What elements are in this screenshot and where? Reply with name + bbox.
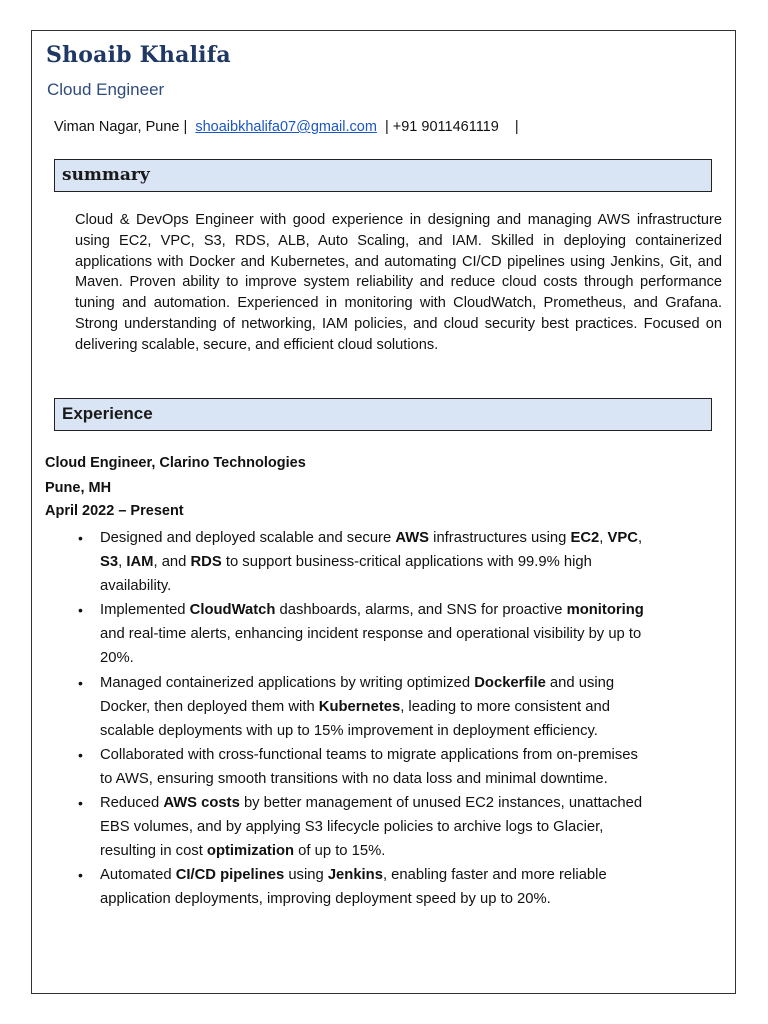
experience-section-header (54, 398, 712, 431)
bullet-text: dashboards, alarms, and SNS for proactive (275, 602, 567, 619)
bullet-keyword: IAM (126, 554, 154, 571)
bullet-icon: • (78, 867, 83, 884)
bullet-keyword: CloudWatch (189, 602, 276, 619)
bullet-keyword: AWS costs (163, 795, 240, 812)
bullet-text: and real-time alerts, enhancing incident response and operational visibility by up to 20%. (100, 626, 642, 667)
job-location: Pune, MH (45, 480, 112, 496)
bullet-keyword: VPC (607, 530, 638, 546)
bullet-text: , (118, 554, 127, 571)
bullet-keyword: AWS (395, 530, 430, 546)
bullet-keyword: RDS (190, 554, 222, 571)
bullet-text: , (637, 530, 643, 546)
summary-heading: summary (62, 165, 150, 185)
job-title: Cloud Engineer (47, 80, 165, 99)
bullet-keyword: Dockerfile (474, 674, 546, 691)
bullet-text: , leading to more consistent and scalable deployments with up to 15% improvement in deployment efficiency. (100, 698, 610, 739)
bullet-icon: • (78, 602, 83, 619)
bullet-text: to support business-critical applications with 99.9% high availability. (100, 554, 592, 595)
email-link[interactable]: shoaibkhalifa07@gmail.com (195, 119, 377, 135)
contact-line: Viman Nagar, Pune | shoaibkhalifa07@gmail.com | +91 9011461119 | (54, 119, 519, 135)
bullet-text: Automated (100, 867, 176, 884)
phone: +91 9011461119 (392, 119, 499, 135)
bullet-text: Collaborated with cross-functional teams to migrate applications from on-premises to AWS, ensuring smooth transitions with no data loss and minimal downtime. (100, 746, 638, 787)
bullet-text: and using Docker, then deployed them with (100, 674, 615, 715)
bullet-text: Designed and deployed scalable and secure (100, 530, 396, 546)
bullet-icon: • (78, 795, 83, 812)
job-dates: April 2022 – Present (45, 503, 184, 519)
location: Viman Nagar, Pune (54, 119, 180, 135)
bullet-keyword: CI/CD pipelines (175, 867, 285, 884)
bullet-text: , enabling faster and more reliable application deployments, improving deployment speed by up to 20%. (100, 867, 607, 908)
bullet-keyword: monitoring (566, 602, 644, 619)
bullet-text: of up to 15%. (294, 843, 386, 860)
experience-heading: Experience (62, 404, 153, 423)
bullet-keyword: optimization (206, 843, 295, 860)
experience-bullet (78, 598, 645, 670)
experience-bullet (78, 791, 645, 863)
bullet-text: Reduced (100, 795, 164, 812)
experience-bullet (78, 863, 645, 911)
bullet-text: infrastructures using (429, 530, 571, 546)
bullet-text: , (599, 530, 608, 546)
bullet-icon: • (78, 746, 83, 763)
summary-paragraph: Cloud & DevOps Engineer with good experience in designing and managing AWS infrastructure using EC2, VPC, S3, RDS, ALB, Auto Scaling, and IAM. Skilled in deploying containerized applications with Docker and Kubernetes, and automating CI/CD pipelines using Jenkins, Git, and Maven. Proven ability to improve system reliability and reduce cloud costs through performance tuning and automation. Experienced in monitoring with CloudWatch, Prometheus, and Grafana. Strong understanding of networking, IAM policies, and cloud security best practices. Focused on delivering scalable, secure, and efficient cloud solutions. (75, 212, 722, 353)
experience-bullet (78, 526, 645, 598)
bullet-keyword: S3 (100, 554, 119, 571)
bullet-text: Implemented (100, 602, 190, 619)
experience-bullet-list (78, 526, 645, 912)
bullet-icon: • (78, 530, 83, 546)
bullet-text: by better management of unused EC2 instances, unattached EBS volumes, and by applying S3 lifecycle policies to archive logs to Glacier, resulting in cost (100, 795, 643, 860)
experience-bullet (78, 671, 645, 743)
job-role-company: Cloud Engineer, Clarino Technologies (45, 455, 306, 471)
bullet-icon: • (78, 674, 83, 691)
bullet-text: using (284, 867, 328, 884)
experience-bullet (78, 743, 645, 791)
bullet-keyword: EC2 (570, 530, 600, 546)
bullet-keyword: Jenkins (327, 867, 383, 884)
summary-section-header (54, 159, 712, 192)
bullet-text: , and (153, 554, 191, 571)
bullet-text: Managed containerized applications by writing optimized (100, 674, 475, 691)
candidate-name: Shoaib Khalifa (46, 42, 231, 68)
bullet-keyword: Kubernetes (318, 698, 401, 715)
